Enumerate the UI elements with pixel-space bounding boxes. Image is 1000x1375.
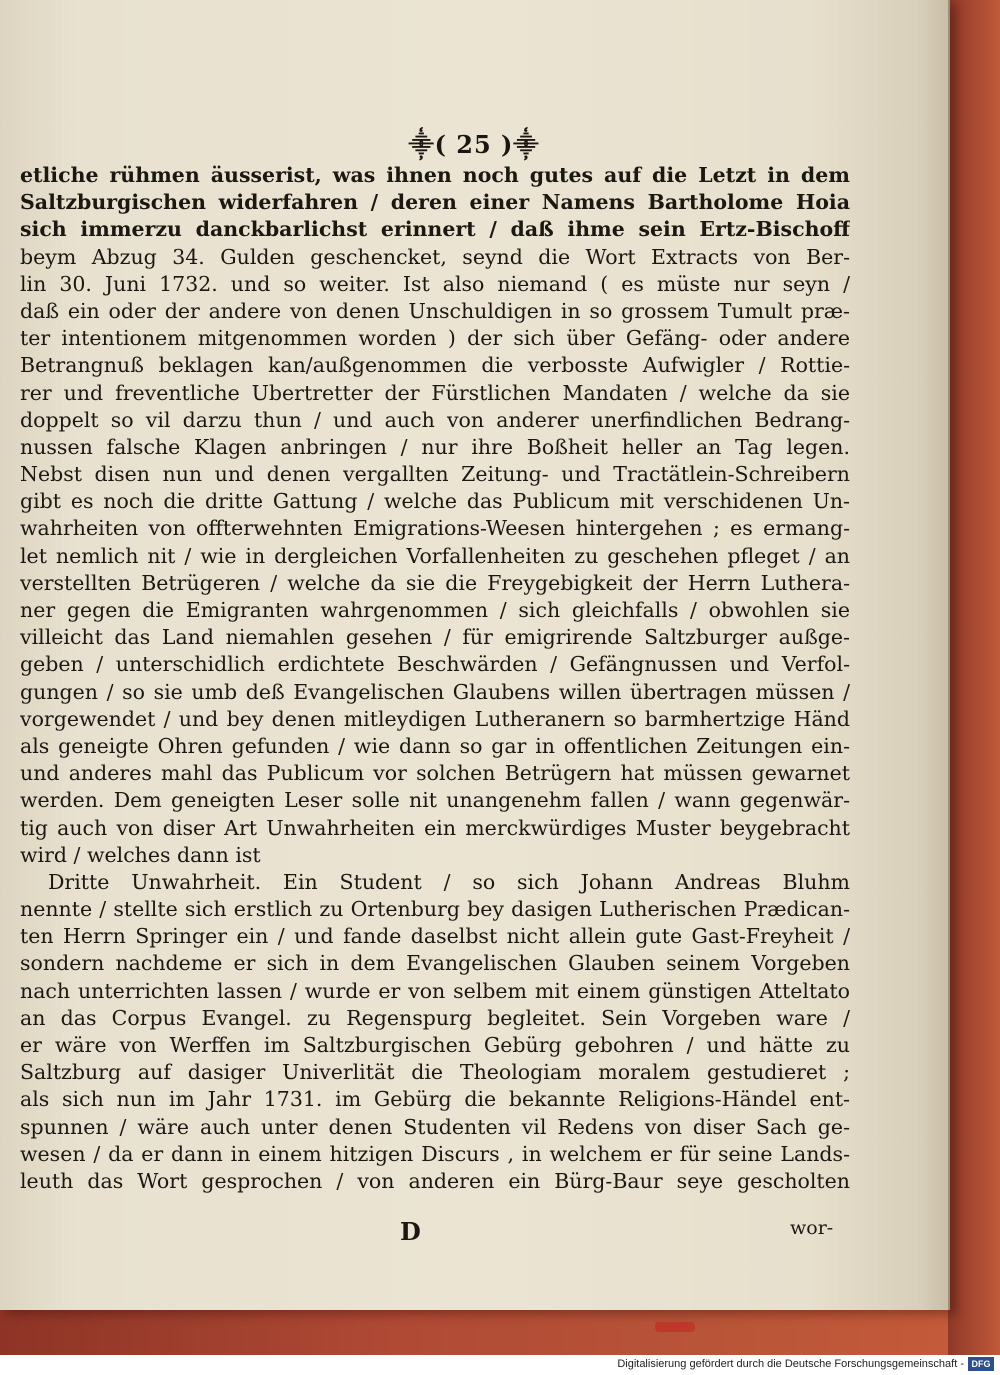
text-line: Saltzburgischen widerfahren / deren einer Namens Bartholome Hoia <box>20 190 850 215</box>
text-line: verstellten Betrügeren / welche da sie die Freygebigkeit der Herrn Luthera- <box>20 570 850 595</box>
text-line: wahrheiten von offterwehnten Emigrations-Weesen hintergehen ; es ermang- <box>20 516 850 541</box>
text-line: ner gegen die Emigranten wahrgenommen / sich gleichfalls / obwohlen sie <box>20 598 850 622</box>
text-line: Saltzburg auf dasiger Univerlität die Theologiam moralem gestudieret ; <box>20 1060 850 1085</box>
page-header: ⸎( 25 )⸎ <box>408 130 540 159</box>
footer-credit-text: Digitalisierung gefördert durch die Deutsche Forschungsgemeinschaft - <box>617 1358 964 1370</box>
text-line: etliche rühmen äusserist, was ihnen noch gutes auf die Letzt in dem <box>20 163 850 187</box>
text-line: als geneigte Ohren gefunden / wie dann so gar in offentlichen Zeitungen ein- <box>20 733 850 758</box>
page-edge <box>948 0 1000 1355</box>
text-line: beym Abzug 34. Gulden geschencket, seynd die Wort Extracts von Ber- <box>20 244 850 269</box>
text-line: vorgewendet / und bey denen mitleydigen Lutheranern so barmhertzige Händ <box>20 706 850 731</box>
text-line: lin 30. Juni 1732. und so weiter. Ist also niemand ( es müste nur seyn / <box>20 271 850 296</box>
text-line: sondern nachdeme er sich in dem Evangelischen Glauben seinem Vorgeben <box>20 951 850 976</box>
text-line: Betrangnuß beklagen kan/außgenommen die verbosste Aufwigler / Rottie- <box>20 353 850 378</box>
text-line: rer und freventliche Ubertretter der Fürstlichen Mandaten / welche da sie <box>20 380 850 405</box>
text-line: ter intentionem mitgenommen worden ) der sich über Gefäng- oder andere <box>20 326 850 351</box>
text-line: nussen falsche Klagen anbringen / nur ihre Boßheit heller an Tag legen. <box>20 434 850 459</box>
text-line: sich immerzu danckbarlichst erinnert / daß ihme sein Ertz-Bischoff <box>20 217 850 242</box>
text-line: wird / welches dann ist <box>20 842 261 867</box>
text-line: daß ein oder der andere von denen Unschuldigen in so grossem Tumult præ- <box>20 298 850 323</box>
text-line: an das Corpus Evangel. zu Regenspurg begleitet. Sein Vorgeben ware / <box>20 1005 850 1030</box>
text-line: villeicht das Land niemahlen gesehen / für emigrirende Saltzburger außge- <box>20 625 850 650</box>
text-line: als sich nun im Jahr 1731. im Gebürg die bekannte Religions-Händel ent- <box>20 1087 850 1112</box>
text-line: doppelt so vil darzu thun / und auch von anderer unerfindlichen Bedrang- <box>20 407 850 432</box>
text-line: gibt es noch die dritte Gattung / welche das Publicum mit verschidenen Un- <box>20 489 850 514</box>
text-line: gungen / so sie umb deß Evangelischen Glaubens willen übertragen müssen / <box>20 679 850 704</box>
text-line: tig auch von diser Art Unwahrheiten ein merckwürdiges Muster beygebracht <box>20 815 850 840</box>
text-line: spunnen / wäre auch unter denen Studenten vil Redens von diser Sach ge- <box>20 1114 850 1139</box>
text-line: nennte / stellte sich erstlich zu Ortenburg bey dasigen Lutherischen Prædican- <box>20 897 850 922</box>
text-line: leuth das Wort gesprochen / von anderen ein Bürg-Baur seye gescholten <box>20 1168 850 1193</box>
text-line: und anderes mahl das Publicum vor solchen Betrügern hat müssen gewarnet <box>20 761 850 786</box>
text-line: Nebst disen nun und denen vergallten Zeitung- und Tractätlein-Schreibern <box>20 462 850 487</box>
text-line: Dritte Unwahrheit. Ein Student / so sich Johann Andreas Bluhm <box>48 869 850 894</box>
signature-mark: D <box>400 1217 421 1246</box>
text-line: er wäre von Werffen im Saltzburgischen Gebürg gebohren / und hätte zu <box>20 1033 850 1057</box>
text-line: wesen / da er dann in einem hitzigen Discurs , in welchem er für seine Lands- <box>20 1141 850 1166</box>
text-line: let nemlich nit / wie in dergleichen Vorfallenheiten zu geschehen pfleget / an <box>20 543 850 568</box>
text-line: werden. Dem geneigten Leser solle nit unangenehm fallen / wann gegenwär- <box>20 788 850 813</box>
red-ink-mark <box>655 1322 695 1332</box>
dfg-logo: DFG <box>968 1357 994 1371</box>
text-line: geben / unterschidlich erdichtete Beschwärden / Gefängnussen und Verfol- <box>20 652 850 677</box>
text-line: ten Herrn Springer ein / und fande daselbst nicht allein gute Gast-Freyheit / <box>20 924 850 949</box>
catchword: wor- <box>790 1217 834 1239</box>
page-body-text <box>20 162 850 1195</box>
text-line: nach unterrichten lassen / wurde er von selbem mit einem günstigen Atteltato <box>20 978 850 1003</box>
